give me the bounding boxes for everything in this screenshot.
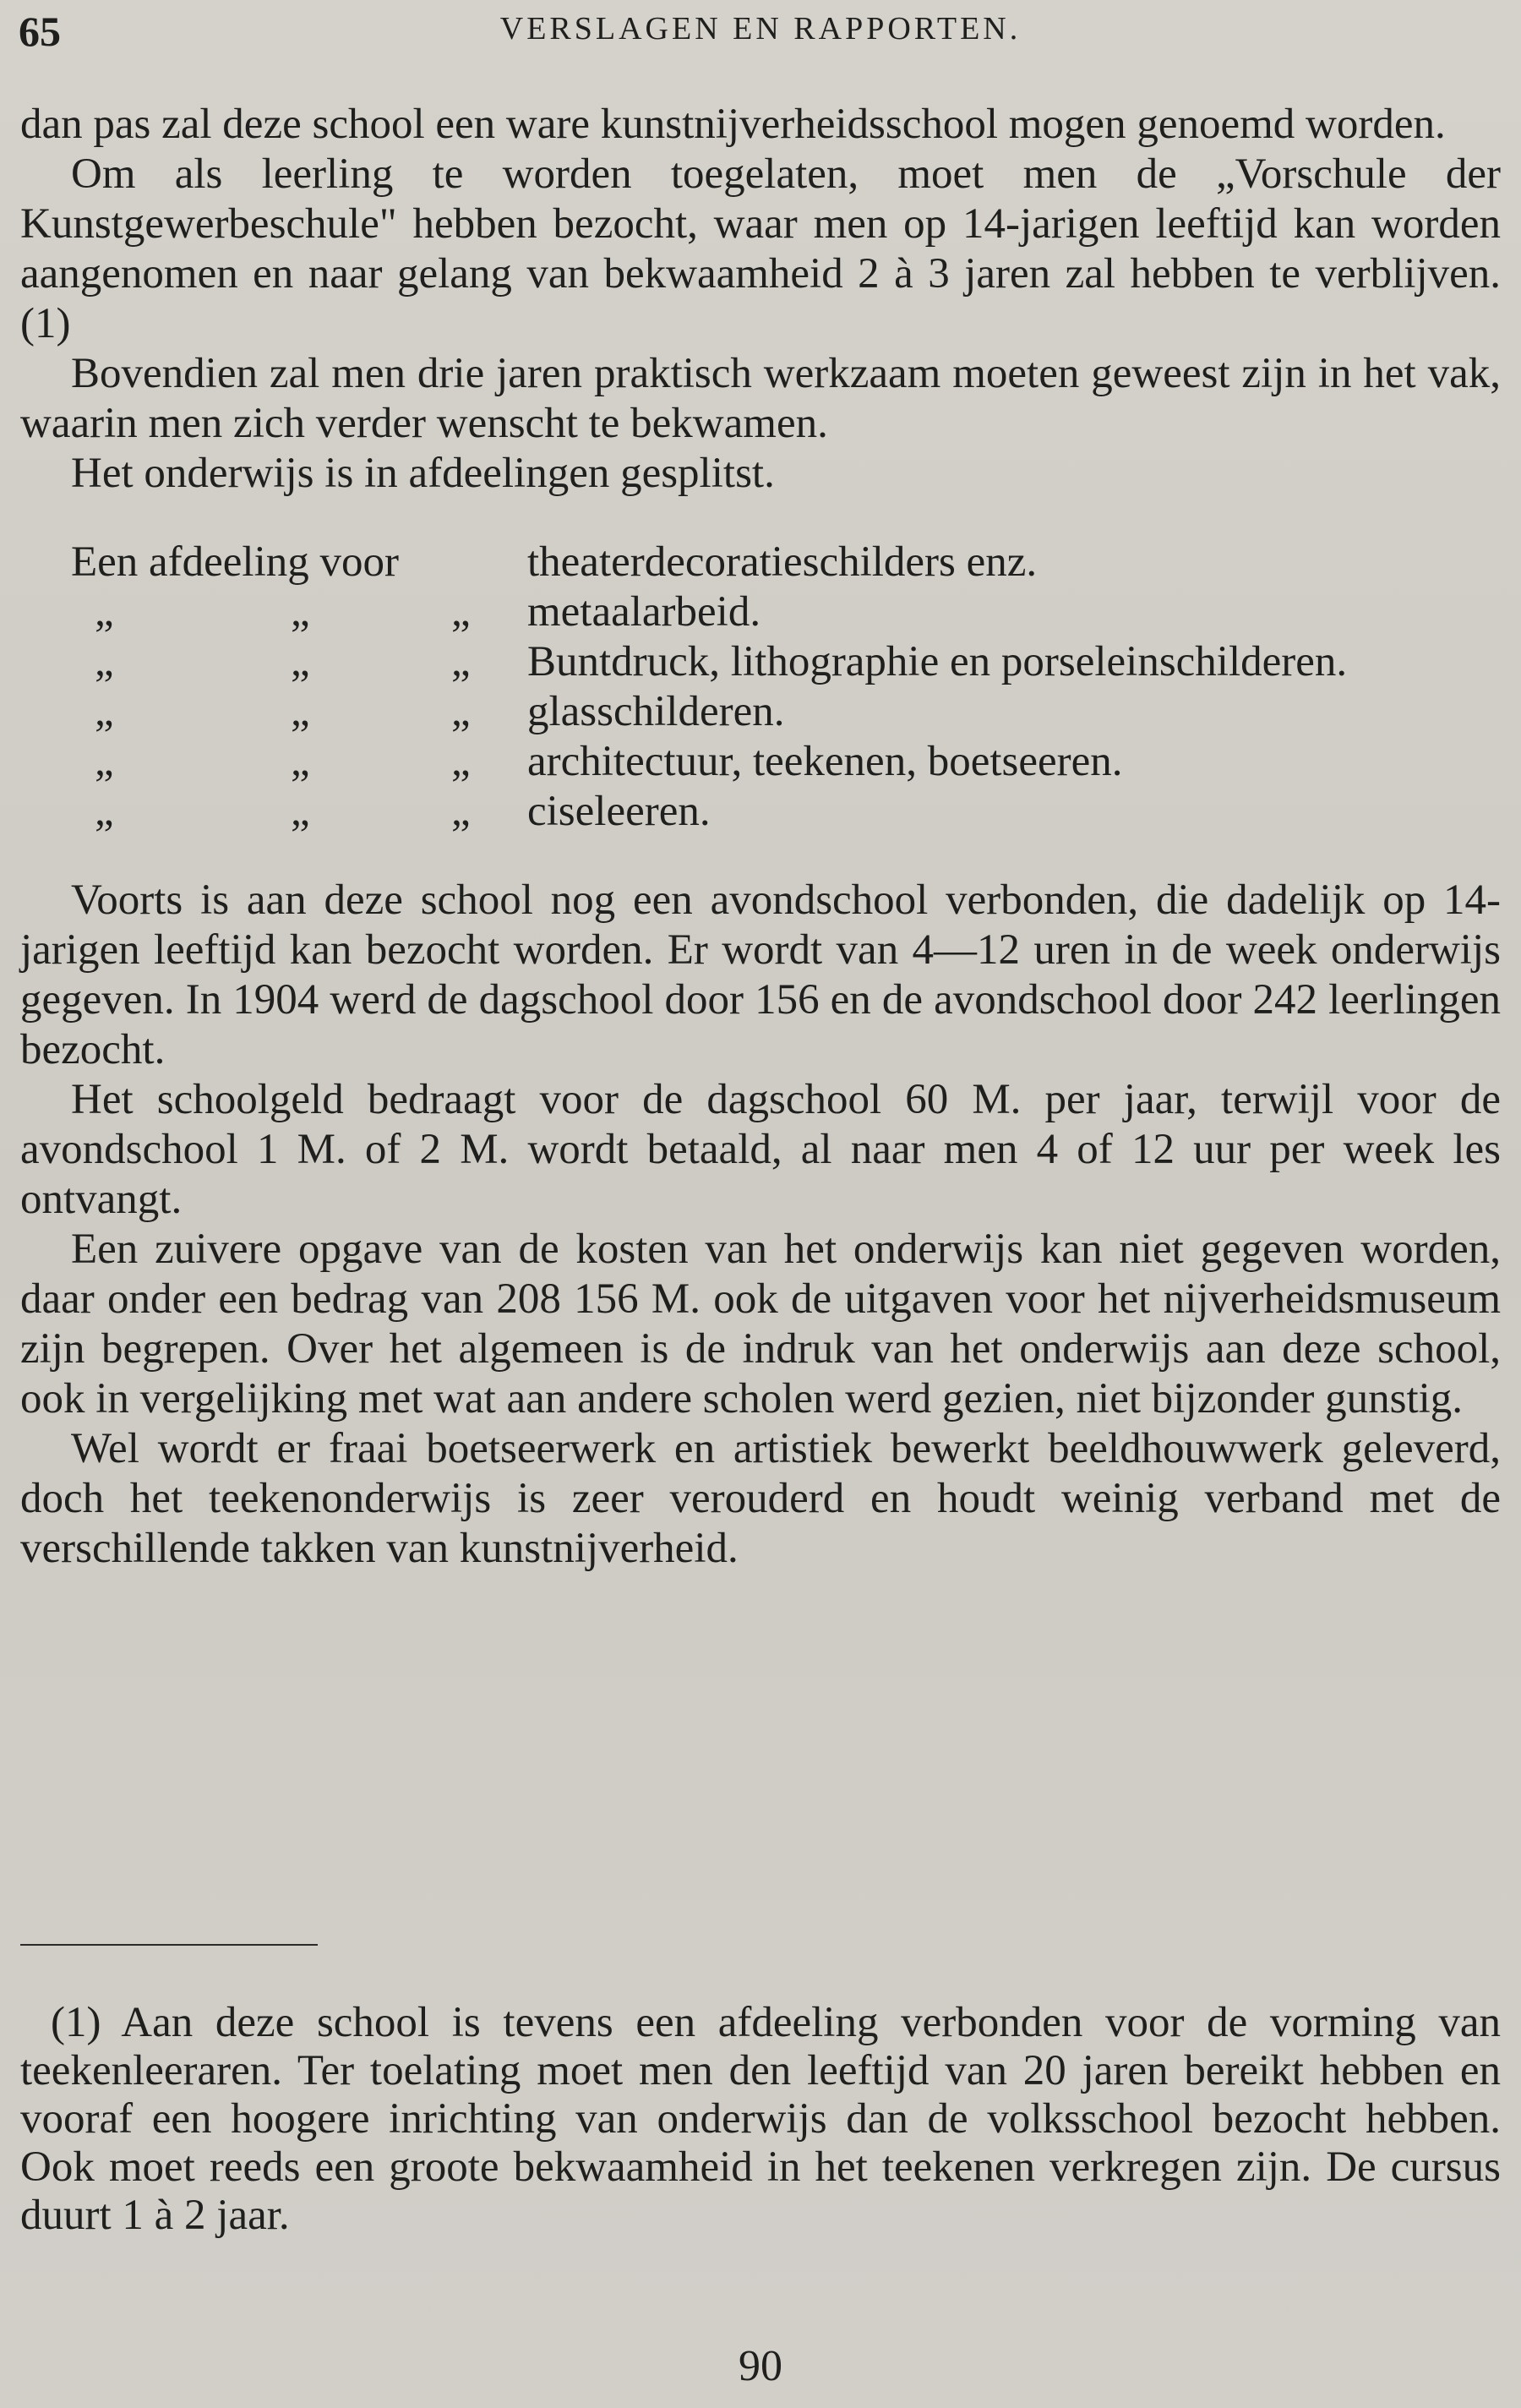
paragraph-8: Wel wordt er fraai boetseerwerk en artistiek bewerkt beeldhouwwerk geleverd, doch het teekenonderwijs is zeer verouderd en houdt weinig verband met de verschillende takken van kunstnijverheid. xyxy=(20,1425,1501,1572)
paragraph-5: Voorts is aan deze school nog een avondschool verbonden, die dadelijk op 14-jarigen leeftijd kan bezocht worden. Er wordt van 4—12 uren in de week onderwijs gegeven. In 1904 werd de dagschool door 156 en de avondschool door 242 leerlingen bezocht. xyxy=(20,876,1501,1073)
footnote-rule xyxy=(20,1944,318,1946)
ditto-mark: „ xyxy=(451,638,471,685)
department-item xyxy=(20,737,1501,787)
paragraph-6: Het schoolgeld bedraagt voor de dagschool 60 M. per jaar, terwijl voor de avondschool 1 M. of 2 M. wordt betaald, al naar men 4 of 12 uur per week les ontvangt. xyxy=(20,1076,1501,1223)
ditto-mark: „ xyxy=(451,688,471,735)
paragraph-1: dan pas zal deze school een ware kunstnijverheidsschool mogen genoemd worden. xyxy=(20,101,1446,148)
paragraph-4: Het onderwijs is in afdeelingen gesplitst. xyxy=(71,450,775,497)
department-name: glasschilderen. xyxy=(527,688,785,735)
ditto-mark: „ xyxy=(451,738,471,785)
department-name: architectuur, teekenen, boetseeren. xyxy=(527,738,1123,785)
main-text xyxy=(20,100,1501,1574)
department-item xyxy=(20,538,1501,587)
ditto-mark: „ xyxy=(291,688,310,735)
ditto-mark: „ xyxy=(291,788,310,835)
paragraph-3: Bovendien zal men drie jaren praktisch werkzaam moeten geweest zijn in het vak, waarin men zich verder wenscht te bekwamen. xyxy=(20,350,1501,447)
department-lead: Een afdeeling voor xyxy=(71,538,400,586)
ditto-mark: „ xyxy=(291,738,310,785)
department-name: metaalarbeid. xyxy=(527,588,761,636)
header-page-number: 65 xyxy=(19,8,61,55)
ditto-mark: „ xyxy=(451,788,471,835)
department-item xyxy=(20,687,1501,737)
ditto-mark: „ xyxy=(95,688,114,735)
paragraph-2: Om als leerling te worden toegelaten, moet men de „Vorschule der Kunstgewerbeschule" hebben bezocht, waar men op 14-jarigen leeftijd kan worden aangenomen en naar gelang van bekwaamheid 2 à 3 jaren zal hebben te verblijven. (1) xyxy=(20,150,1501,347)
department-name: ciseleeren. xyxy=(527,788,711,835)
footer-page-number: 90 xyxy=(739,2342,782,2390)
department-item xyxy=(20,587,1501,637)
ditto-mark: „ xyxy=(291,638,310,685)
ditto-mark: „ xyxy=(95,788,114,835)
ditto-mark: „ xyxy=(451,588,471,636)
page-header xyxy=(0,0,1521,59)
department-item xyxy=(20,787,1501,837)
department-name: theaterdecoratieschilders enz. xyxy=(527,538,1038,586)
department-item xyxy=(20,637,1501,687)
footnote: (1) Aan deze school is tevens een afdeeling verbonden voor de vorming van teekenleeraren. Ter toelating moet men den leeftijd van 20 jaren bereikt hebben en vooraf een hoogere inrichting van onderwijs dan de volksschool bezocht hebben. Ook moet reeds een groote bekwaamheid in het teekenen verkregen zijn. De cursus duurt 1 à 2 jaar. xyxy=(20,1999,1501,2239)
department-list xyxy=(20,538,1501,837)
ditto-mark: „ xyxy=(95,738,114,785)
department-name: Buntdruck, lithographie en porseleinschilderen. xyxy=(527,638,1348,685)
ditto-mark: „ xyxy=(95,588,114,636)
ditto-mark: „ xyxy=(291,588,310,636)
ditto-mark: „ xyxy=(95,638,114,685)
running-title: VERSLAGEN EN RAPPORTEN. xyxy=(499,11,1022,46)
paragraph-7: Een zuivere opgave van de kosten van het onderwijs kan niet gegeven worden, daar onder een bedrag van 208 156 M. ook de uitgaven voor het nijverheidsmuseum zijn begrepen. Over het algemeen is de indruk van het onderwijs aan deze school, ook in vergelijking met wat aan andere scholen werd gezien, niet bijzonder gunstig. xyxy=(20,1226,1501,1422)
